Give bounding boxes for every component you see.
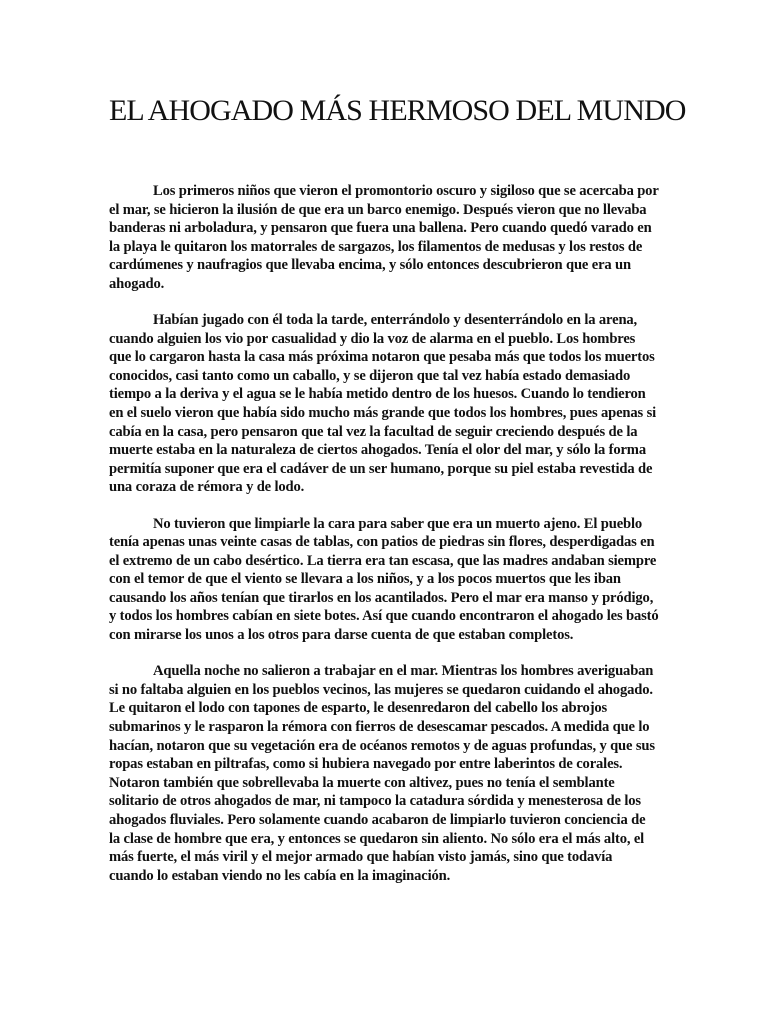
paragraph: Aquella noche no salieron a trabajar en el mar. Mientras los hombres averiguaban si no faltaba alguien en los pueblos vecinos, las mujeres se quedaron cuidando el ahogado. Le quitaron el lodo con tapones de esparto, le desenredaron del cabello los abrojos submarinos y le rasparon la rémora con fierros de desescamar pescados. A medida que lo hacían, notaron que su vegetación era de océanos remotos y de aguas profundas, y que sus ropas estaban en piltrafas, como si hubiera navegado por entre laberintos de corales. Notaron también que sobrellevaba la muerte con altivez, pues no tenía el semblante solitario de otros ahogados de mar, ni tampoco la catadura sórdida y menesterosa de los ahogados fluviales. Pero solamente cuando acabaron de limpiarlo tuvieron conciencia de la clase de hombre que era, y entonces se quedaron sin aliento. No sólo era el más alto, el más fuerte, el más viril y el mejor armado que habían visto jamás, sino que todavía cuando lo estaban viendo no les cabía en la imaginación. [109,663,655,884]
document-body [109,182,659,903]
document-title: EL AHOGADO MÁS HERMOSO DEL MUNDO [109,94,686,127]
paragraph: Habían jugado con él toda la tarde, enterrándolo y desenterrándolo en la arena, cuando alguien los vio por casualidad y dio la voz de alarma en el pueblo. Los hombres que lo cargaron hasta la casa más próxima notaron que pesaba más que todos los muertos conocidos, casi tanto como un caballo, y se dijeron que tal vez había estado demasiado tiempo a la deriva y el agua se le había metido dentro de los huesos. Cuando lo tendieron en el suelo vieron que había sido mucho más grande que todos los hombres, pues apenas si cabía en la casa, pero pensaron que tal vez la facultad de seguir creciendo después de la muerte estaba en la naturaleza de ciertos ahogados. Tenía el olor del mar, y sólo la forma permitía suponer que era el cadáver de un ser humano, porque su piel estaba revestida de una coraza de rémora y de lodo. [109,312,656,496]
paragraph: No tuvieron que limpiarle la cara para saber que era un muerto ajeno. El pueblo tenía apenas unas veinte casas de tablas, con patios de piedras sin flores, desperdigadas en el extremo de un cabo desértico. La tierra era tan escasa, que las madres andaban siempre con el temor de que el viento se llevara a los niños, y a los pocos muertos que les iban causando los años tenían que tirarlos en los acantilados. Pero el mar era manso y pródigo, y todos los hombres cabían en siete botes. Así que cuando encontraron el ahogado les bastó con mirarse los unos a los otros para darse cuenta de que estaban completos. [109,515,659,644]
paragraph: Los primeros niños que vieron el promontorio oscuro y sigiloso que se acercaba por el mar, se hicieron la ilusión de que era un barco enemigo. Después vieron que no llevaba banderas ni arboladura, y pensaron que fuera una ballena. Pero cuando quedó varado en la playa le quitaron los matorrales de sargazos, los filamentos de medusas y los restos de cardúmenes y naufragios que llevaba encima, y sólo entonces descubrieron que era un ahogado. [109,183,659,292]
